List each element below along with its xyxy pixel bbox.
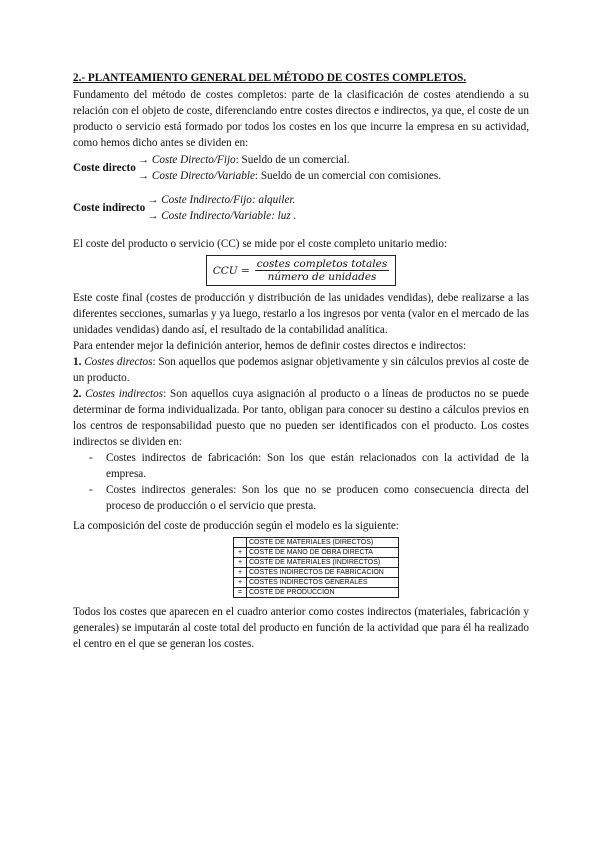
indirect-fixed-item <box>147 192 296 208</box>
list-item <box>73 450 529 482</box>
dash-bullet: - <box>89 484 93 496</box>
direct-fixed-desc: : Sueldo de un comercial. <box>235 154 350 166</box>
composition-intro: La composición del coste de producción según el modelo es la siguiente: <box>73 520 399 532</box>
list-item-text: Costes indirectos generales: Son los que no se producen como consecuencia directa del proceso de producción o el servicio que presta. <box>106 484 529 512</box>
row-label: COSTE DE MANO DE OBRA DIRECTA <box>247 548 399 558</box>
ccu-formula <box>206 255 397 286</box>
row-sign: = <box>234 588 247 598</box>
definition-indirect <box>73 386 529 450</box>
row-sign: + <box>234 578 247 588</box>
list-item-text: Costes indirectos de fabricación: Son los que están relacionados con la actividad de la empresa. <box>106 452 529 480</box>
definition-text: : Son aquellos cuya asignación al producto o a líneas de productos no se puede determinar de forma individualizada. Por tanto, obligan para conocer su destino a cálculos previos en los centros de responsabilidad puesto que no pueden ser identificados con el producto. Los costes indirectos se dividen en: <box>73 388 529 448</box>
row-label: COSTE DE MATERIALES (INDIRECTOS) <box>247 558 399 568</box>
definition-term: Costes indirectos <box>85 388 164 400</box>
section-heading <box>73 70 529 86</box>
composition-table <box>233 537 399 598</box>
row-label: COSTE DE MATERIALES (DIRECTOS) <box>247 538 399 548</box>
definition-number: 2. <box>73 388 82 400</box>
row-label: COSTES INDIRECTOS DE FABRICACIÓN <box>247 568 399 578</box>
indirect-cost-block <box>73 192 529 224</box>
closing-paragraph: Todos los costes que aparecen en el cuadro anterior como costes indirectos (materiales, fabricación y generales) se imputarán al coste total del producto en función de la actividad que para él ha realizado el centro en el que se generan los costes. <box>73 606 529 650</box>
formula-fraction <box>255 258 389 283</box>
direct-cost-block <box>73 152 529 184</box>
formula-denominator: número de unidades <box>267 271 377 283</box>
direct-variable-desc: : Sueldo de un comercial con comisiones. <box>254 170 442 182</box>
table-row <box>234 588 399 598</box>
definition-text: : Son aquellos que podemos asignar objetivamente y sin cálculos previos al coste de un producto. <box>73 356 530 384</box>
table-row <box>234 568 399 578</box>
table-row <box>234 538 399 548</box>
row-sign: + <box>234 558 247 568</box>
ccu-formula-wrap <box>73 255 529 286</box>
definition-number: 1. <box>73 356 82 368</box>
direct-cost-label: Coste directo <box>73 162 136 174</box>
intro-paragraph: Fundamento del método de costes completos: parte de la clasificación de costes atendiendo a su relación con el objeto de coste, diferenciando entre costes directos e indirectos, ya que, el coste de un producto o servicio está formado por todos los costes en los que incurre la empresa en su actividad, como hemos dicho antes se dividen en: <box>73 89 529 149</box>
row-sign: + <box>234 568 247 578</box>
indirect-variable-item <box>147 208 296 224</box>
indirect-types-list <box>73 450 529 514</box>
indirect-variable-desc: : luz . <box>271 210 297 222</box>
dash-bullet: - <box>89 452 93 464</box>
direct-fixed-item <box>138 152 441 168</box>
formula-lhs: CCU = <box>212 264 250 277</box>
table-row <box>234 558 399 568</box>
row-label: COSTES INDIRECTOS GENERALES <box>247 578 399 588</box>
final-cost-paragraph: Este coste final (costes de producción y distribución de las unidades vendidas), debe realizarse a las diferentes secciones, sumarlas y ya luego, restarlo a los ingresos por venta (valor en el mercado de las unidades vendidas) dando así, el resultado de la contabilidad analítica. <box>73 292 529 336</box>
indirect-variable-term: Coste Indirecto/Variable <box>161 210 272 222</box>
table-row <box>234 578 399 588</box>
arrow-icon: → <box>137 154 150 166</box>
definition-term: Costes directos <box>84 356 153 368</box>
row-sign <box>234 538 247 548</box>
section-title: PLANTEAMIENTO GENERAL DEL MÉTODO DE COSTES COMPLETOS. <box>87 72 467 84</box>
direct-variable-term: Coste Directo/Variable <box>151 170 255 182</box>
row-sign: + <box>234 548 247 558</box>
section-number: 2.- <box>73 72 86 84</box>
indirect-fixed-desc: : alquiler. <box>251 194 296 206</box>
table-row <box>234 548 399 558</box>
arrow-icon: → <box>137 170 150 182</box>
indirect-cost-label: Coste indirecto <box>73 202 146 214</box>
composition-table-wrap <box>73 537 529 598</box>
ccu-intro: El coste del producto o servicio (CC) se mide por el coste completo unitario medio: <box>73 238 448 250</box>
arrow-icon: → <box>147 210 159 222</box>
formula-numerator: costes completos totales <box>256 258 388 270</box>
define-paragraph: Para entender mejor la definición anterior, hemos de definir costes directos e indirectos: <box>73 340 467 352</box>
definition-direct <box>73 354 529 386</box>
document-page <box>73 70 529 652</box>
row-label: COSTE DE PRODUCCIÓN <box>247 588 399 598</box>
indirect-fixed-term: Coste Indirecto/Fijo <box>161 194 252 206</box>
direct-fixed-term: Coste Directo/Fijo <box>151 154 236 166</box>
definitions-list <box>73 354 529 450</box>
direct-variable-item <box>138 168 441 184</box>
arrow-icon: → <box>147 194 159 206</box>
list-item <box>73 482 529 514</box>
